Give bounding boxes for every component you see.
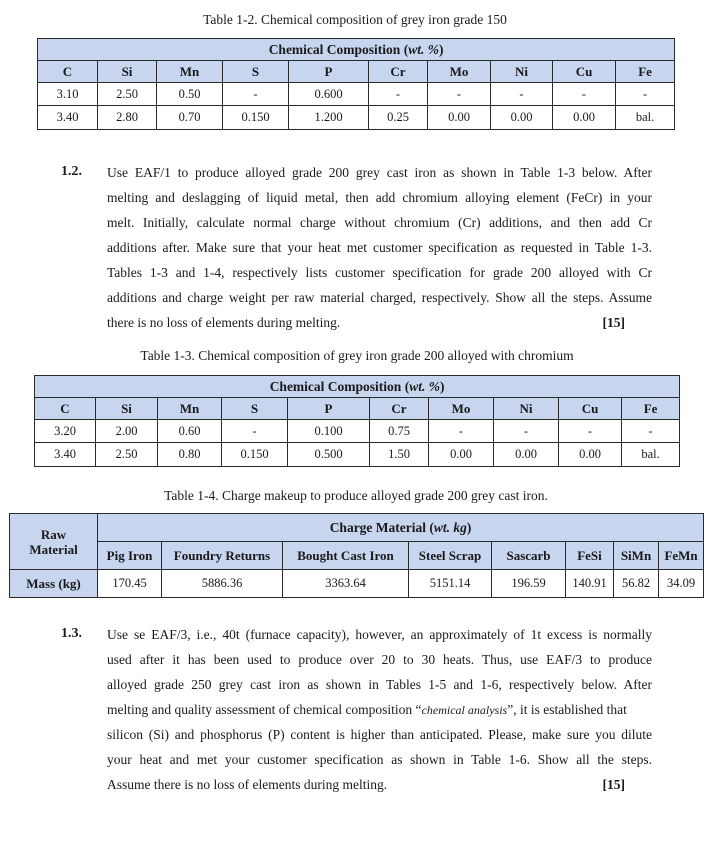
paragraph-line: melting and deslagging of liquid metal, then add chromium alloying element (FeCr) in your <box>107 190 652 205</box>
table-row <box>35 443 680 467</box>
table-1-4-header-row <box>10 542 704 570</box>
paragraph-line: additions after. Make sure that your heat met customer specification as requested in Table 1-3. <box>107 240 652 255</box>
table-cell: 0.80 <box>158 443 222 467</box>
table-row <box>38 83 675 106</box>
column-header: S <box>222 398 288 420</box>
paragraph-line: Tables 1-3 and 1-4, respectively lists customer specification for grade 200 alloyed with Cr <box>107 265 652 280</box>
table-row <box>10 570 704 598</box>
column-header: FeMn <box>659 542 704 570</box>
section-1-3-text <box>107 622 652 797</box>
table-cell: 0.50 <box>157 83 223 106</box>
paragraph-line: silicon (Si) and phosphorus (P) content is higher than anticipated. Please, make sure you dilute <box>107 727 652 742</box>
table-cell: 3.20 <box>35 420 96 443</box>
table-1-2-title: Chemical Composition (wt. %) <box>38 39 675 61</box>
column-header: Pig Iron <box>98 542 162 570</box>
table-cell: - <box>429 420 494 443</box>
table-cell: - <box>559 420 622 443</box>
table-cell: 2.80 <box>98 106 157 130</box>
table-1-3-header-row <box>35 398 680 420</box>
table-cell: 0.100 <box>288 420 370 443</box>
table-1-3-title: Chemical Composition (wt. %) <box>35 376 680 398</box>
table-cell: 1.200 <box>289 106 369 130</box>
table-1-3-caption: Table 1-3. Chemical composition of grey iron grade 200 alloyed with chromium <box>140 348 574 363</box>
column-header: P <box>288 398 370 420</box>
table-1-4-title: Charge Material (wt. kg) <box>98 514 704 542</box>
table-cell: 0.150 <box>222 443 288 467</box>
table-1-4-caption: Table 1-4. Charge makeup to produce alloyed grade 200 grey cast iron. <box>164 488 548 503</box>
row-header-mass: Mass (kg) <box>10 570 98 598</box>
marks-label: [15] <box>602 777 625 792</box>
table-cell: 0.500 <box>288 443 370 467</box>
table-1-3 <box>34 375 680 467</box>
table-cell: bal. <box>622 443 680 467</box>
table-cell: - <box>622 420 680 443</box>
table-cell: 170.45 <box>98 570 162 598</box>
column-header: FeSi <box>566 542 614 570</box>
paragraph-line: additions and charge weight per raw material charged, respectively. Show all the steps. Assume <box>107 290 652 305</box>
column-header: Fe <box>616 61 675 83</box>
column-header: SiMn <box>614 542 659 570</box>
raw-material-header: Raw Material <box>10 514 98 570</box>
section-1-2-text <box>107 160 652 335</box>
column-header: Mn <box>158 398 222 420</box>
column-header: C <box>35 398 96 420</box>
column-header: Ni <box>494 398 559 420</box>
table-cell: - <box>553 83 616 106</box>
column-header: Cu <box>553 61 616 83</box>
column-header: Sascarb <box>492 542 566 570</box>
table-cell: 56.82 <box>614 570 659 598</box>
table-1-2-caption: Table 1-2. Chemical composition of grey iron grade 150 <box>203 12 507 27</box>
column-header: P <box>289 61 369 83</box>
table-cell: 0.75 <box>370 420 429 443</box>
section-1-2-number: 1.2. <box>61 164 82 179</box>
table-cell: 196.59 <box>492 570 566 598</box>
column-header: C <box>38 61 98 83</box>
column-header: Foundry Returns <box>162 542 283 570</box>
column-header: Mo <box>428 61 491 83</box>
table-cell: 3.40 <box>38 106 98 130</box>
paragraph-line: Use EAF/1 to produce alloyed grade 200 grey cast iron as shown in Table 1-3 below. After <box>107 165 652 180</box>
table-cell: - <box>222 420 288 443</box>
table-cell: 0.00 <box>429 443 494 467</box>
paragraph-line: melting and quality assessment of chemical composition “chemical analysis”, it is established that <box>107 702 627 717</box>
paragraph-line: melt. Initially, calculate normal charge without chromium (Cr) additions, and then add Cr <box>107 215 652 230</box>
table-cell: 0.60 <box>158 420 222 443</box>
column-header: Si <box>98 61 157 83</box>
column-header: Bought Cast Iron <box>283 542 409 570</box>
table-cell: 0.70 <box>157 106 223 130</box>
table-cell: 2.50 <box>98 83 157 106</box>
table-cell: 3.10 <box>38 83 98 106</box>
column-header: Fe <box>622 398 680 420</box>
table-cell: 3363.64 <box>283 570 409 598</box>
table-cell: 0.00 <box>553 106 616 130</box>
column-header: Cr <box>370 398 429 420</box>
table-1-2 <box>37 38 675 130</box>
table-cell: 2.50 <box>96 443 158 467</box>
marks-label: [15] <box>602 315 625 330</box>
table-cell: 0.00 <box>559 443 622 467</box>
table-cell: 5151.14 <box>409 570 492 598</box>
paragraph-line-last: there is no loss of elements during melting. [15] <box>107 310 652 335</box>
table-1-2-header-row <box>38 61 675 83</box>
table-cell: 0.00 <box>428 106 491 130</box>
paragraph-line: Use se EAF/3, i.e., 40t (furnace capacity), however, an approximately of 1t excess is normally <box>107 627 652 642</box>
table-cell: 0.25 <box>369 106 428 130</box>
table-cell: - <box>494 420 559 443</box>
table-cell: bal. <box>616 106 675 130</box>
table-cell: - <box>491 83 553 106</box>
table-cell: 1.50 <box>370 443 429 467</box>
table-cell: - <box>223 83 289 106</box>
paragraph-line-last: Assume there is no loss of elements during melting. [15] <box>107 772 652 797</box>
column-header: Steel Scrap <box>409 542 492 570</box>
table-1-4 <box>9 513 704 598</box>
table-cell: 3.40 <box>35 443 96 467</box>
column-header: Mn <box>157 61 223 83</box>
column-header: Ni <box>491 61 553 83</box>
table-row <box>38 106 675 130</box>
table-cell: 2.00 <box>96 420 158 443</box>
paragraph-line: used after it has been used to produce over 20 to 30 heats. Thus, use EAF/3 to produce <box>107 652 652 667</box>
table-cell: 140.91 <box>566 570 614 598</box>
table-cell: - <box>616 83 675 106</box>
table-cell: 0.150 <box>223 106 289 130</box>
paragraph-line: alloyed grade 250 grey cast iron as shown in Tables 1-5 and 1-6, respectively below. After <box>107 677 652 692</box>
table-cell: 34.09 <box>659 570 704 598</box>
table-cell: 0.00 <box>491 106 553 130</box>
column-header: Mo <box>429 398 494 420</box>
table-cell: 5886.36 <box>162 570 283 598</box>
table-row <box>35 420 680 443</box>
paragraph-line: your heat and met your customer specification as shown in Table 1-6. Show all the steps. <box>107 752 652 767</box>
column-header: S <box>223 61 289 83</box>
table-cell: - <box>369 83 428 106</box>
table-cell: 0.00 <box>494 443 559 467</box>
section-1-3-number: 1.3. <box>61 626 82 641</box>
table-cell: 0.600 <box>289 83 369 106</box>
table-cell: - <box>428 83 491 106</box>
column-header: Si <box>96 398 158 420</box>
column-header: Cr <box>369 61 428 83</box>
column-header: Cu <box>559 398 622 420</box>
chemical-analysis-term: chemical analysis <box>421 703 508 717</box>
